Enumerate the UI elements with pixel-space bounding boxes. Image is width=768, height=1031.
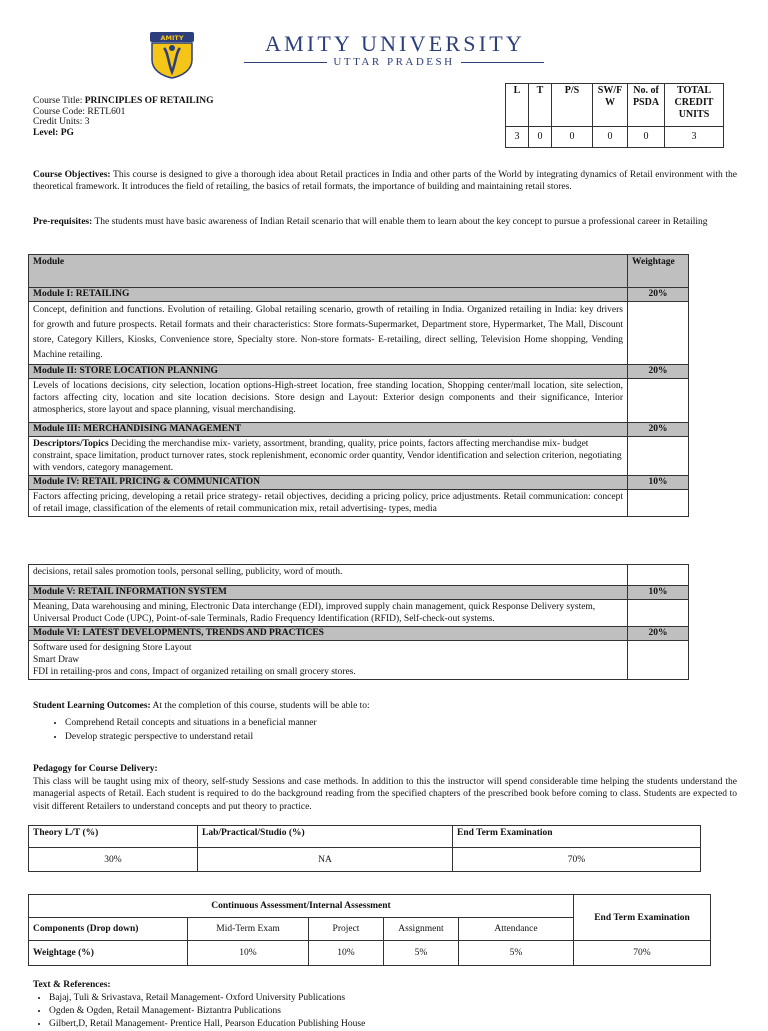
credit-header: SW/F W (593, 84, 628, 127)
module-content-row (29, 600, 689, 627)
module-continuation: decisions, retail sales promotion tools, personal selling, publicity, word of mouth. (29, 565, 628, 586)
ca-header-row (29, 895, 711, 918)
credit-value: 0 (552, 127, 593, 148)
components-label: Components (Drop down) (29, 918, 188, 941)
objectives-text: This course is designed to give a thorough idea about Retail practices in India and other parts of the World by integrating dynamics of Retail environment with the theoretical framework. It introduces the field of retailing, the basics of retail formats, the importance of building and maintaining retail stores. (33, 170, 737, 192)
credit-header: T (529, 84, 552, 127)
weightage-label: Weightage (%) (29, 941, 188, 966)
credit-value-row (506, 127, 724, 148)
university-campus (244, 56, 544, 68)
university-name: AMITY UNIVERSITY (265, 31, 525, 56)
module-weight: 20% (628, 627, 689, 641)
objectives-label: Course Objectives: (33, 170, 111, 180)
prerequisites-label: Pre-requisites: (33, 217, 93, 227)
ca-weightage-row (29, 941, 711, 966)
credit-value: 0 (593, 127, 628, 148)
ca-title: Continuous Assessment/Internal Assessment (29, 895, 574, 918)
module-weight: 20% (628, 365, 689, 379)
course-title-line (33, 96, 214, 107)
module-content-row (29, 437, 689, 476)
module-title: Module V: RETAIL INFORMATION SYSTEM (29, 586, 628, 600)
component-weight: 10% (309, 941, 384, 966)
course-code: Course Code: RETL601 (33, 106, 126, 117)
assessment-value-row (29, 848, 701, 872)
module-title: Module III: MERCHANDISING MANAGEMENT (29, 423, 628, 437)
module-content-row (29, 379, 689, 423)
module-weight: 10% (628, 476, 689, 490)
references-list (33, 992, 365, 1031)
outcomes-list (33, 717, 733, 744)
module-line: FDI in retailing-pros and cons, Impact of organized retailing on small grocery stores. (33, 667, 356, 677)
empty-cell (628, 437, 689, 476)
module-weight: 20% (628, 423, 689, 437)
university-crest-icon (146, 30, 198, 80)
component-weight: 5% (459, 941, 574, 966)
reference-item: • Gilbert,D, Retail Management- Prentice Hall, Pearson Education Publishing House (49, 1018, 365, 1031)
credit-table (505, 83, 724, 148)
module-title: Module I: RETAILING (29, 288, 628, 302)
module-title-row (29, 423, 689, 437)
amity-logo (146, 30, 198, 80)
credit-units: Credit Units: 3 (33, 117, 90, 127)
module-content: Meaning, Data warehousing and mining, Electronic Data interchange (EDI), improved supply chain management, quick Response Delivery system, Universal Product Code (UPC), Point-of-sale Terminals, Radio Frequency Identification (RFID), Self-check-out systems. (29, 600, 628, 627)
divider (461, 62, 544, 63)
course-level: Level: PG (33, 127, 74, 138)
prerequisites-text: The students must have basic awareness of Indian Retail scenario that will enable them to learn about the key concept to pursue a professional career in Retailing (92, 217, 708, 227)
module-content: Concept, definition and functions. Evolution of retailing. Global retailing scenario, growth of retailing in India. Organized retailing in India: key drivers for growth and future prospects. Retail formats and their characteristics: Store formats-Supermarket, Department store, Hypermarket, The Mall, Discount store, Category Killers, Kiosks, Convenience store, Specialty store. Non-store formats- E-retailing, direct selling, Television Home shopping, Vending Machine retailing. (29, 302, 628, 365)
course-title-label: Course Title: (33, 96, 83, 106)
outcome-item: • Comprehend Retail concepts and situations in a beneficial manner (65, 717, 733, 731)
assessment-header-row (29, 826, 701, 848)
empty-cell (628, 641, 689, 680)
module-content: Factors affecting pricing, developing a retail price strategy- retail objectives, deciding a pricing policy, price adjustments. Retail communication: concept of retail image, classification of the elements of retail communication mix, retail advertising- types, media (29, 490, 628, 517)
component-weight: 5% (384, 941, 459, 966)
credit-header: No. of PSDA (628, 84, 665, 127)
module-title: Module II: STORE LOCATION PLANNING (29, 365, 628, 379)
module-table-header (29, 255, 689, 288)
component: Assignment (384, 918, 459, 941)
credit-header: TOTAL CREDIT UNITS (665, 84, 724, 127)
empty-cell (628, 490, 689, 517)
module-weight: 10% (628, 586, 689, 600)
credit-value: 3 (665, 127, 724, 148)
module-title-row (29, 627, 689, 641)
assessment-header: Lab/Practical/Studio (%) (198, 826, 453, 848)
assessment-table (28, 825, 701, 872)
module-continuation-row (29, 565, 689, 586)
module-content (29, 641, 628, 680)
course-objectives (33, 170, 737, 193)
module-line: Software used for designing Store Layout (33, 643, 192, 653)
course-title: PRINCIPLES OF RETAILING (84, 96, 214, 106)
module-title-row (29, 476, 689, 490)
empty-cell (628, 302, 689, 365)
module-title-row (29, 288, 689, 302)
assessment-header: End Term Examination (453, 826, 701, 848)
outcomes-intro (33, 701, 733, 711)
module-table (28, 254, 689, 517)
end-term-weight: 70% (574, 941, 711, 966)
module-content-row (29, 302, 689, 365)
outcome-item: • Develop strategic perspective to understand retail (65, 731, 733, 745)
module-content: Levels of locations decisions, city selection, location options-High-street location, free standing location, Shopping center/mall location, site selection, factors affecting city, location and site location decisions. Store design and Layout: Exterior design components and their significance, Interior atmospherics, store layout and space planning, visual merchandising. (29, 379, 628, 423)
module-line: Smart Draw (33, 655, 80, 665)
weightage-col-header: Weightage (628, 255, 689, 288)
assessment-value: 30% (29, 848, 198, 872)
end-term-header: End Term Examination (574, 895, 711, 941)
component: Mid-Term Exam (188, 918, 309, 941)
continuous-assessment-table (28, 894, 711, 966)
prerequisites (33, 217, 737, 229)
reference-item: • Bajaj, Tuli & Srivastava, Retail Management- Oxford University Publications (49, 992, 365, 1005)
pedagogy (33, 763, 737, 813)
pedagogy-text: This class will be taught using mix of theory, self-study Sessions and case methods. In addition to this the instructor will spend considerable time helping the students understand the managerial aspects of Retail. Each student is required to do the background reading from the specified chapters of the prescribed book before coming to class. Students are expected to visit different Retailers to understand concepts and put theory to practice. (33, 776, 737, 812)
credit-value: 0 (628, 127, 665, 148)
module-content-text: Deciding the merchandise mix- variety, assortment, branding, quality, price points, factors affecting merchandise mix- budget constraint, space limitation, product turnover rates, stock replenishment, economic order quantity, Vendor identification and selection criterion, negotiating with vendors, category management. (33, 439, 622, 473)
module-content-row (29, 490, 689, 517)
module-title-row (29, 586, 689, 600)
reference-item: • Ogden & Ogden, Retail Management- Biztantra Publications (49, 1005, 365, 1018)
divider (244, 62, 327, 63)
module-col-header: Module (29, 255, 628, 288)
empty-cell (628, 565, 689, 586)
outcomes-label: Student Learning Outcomes: (33, 701, 151, 711)
references (33, 979, 365, 1031)
campus-label: UTTAR PRADESH (333, 56, 455, 68)
component: Project (309, 918, 384, 941)
module-title: Module VI: LATEST DEVELOPMENTS, TRENDS AND PRACTICES (29, 627, 628, 641)
empty-cell (628, 600, 689, 627)
references-label: Text & References: (33, 980, 111, 990)
credit-header-row (506, 84, 724, 127)
module-weight: 20% (628, 288, 689, 302)
learning-outcomes (33, 701, 733, 744)
outcomes-text: At the completion of this course, students will be able to: (150, 701, 370, 711)
module-content-row (29, 641, 689, 680)
pedagogy-label: Pedagogy for Course Delivery: (33, 764, 158, 774)
credit-value: 3 (506, 127, 529, 148)
component-weight: 10% (188, 941, 309, 966)
course-info (33, 96, 214, 138)
assessment-header: Theory L/T (%) (29, 826, 198, 848)
module-content (29, 437, 628, 476)
empty-cell (628, 379, 689, 423)
svg-text:AMITY: AMITY (160, 34, 184, 42)
module-table-continued (28, 564, 689, 680)
assessment-value: 70% (453, 848, 701, 872)
module-title-row (29, 365, 689, 379)
assessment-value: NA (198, 848, 453, 872)
credit-header: L (506, 84, 529, 127)
descriptors-label: Descriptors/Topics (33, 439, 109, 449)
component: Attendance (459, 918, 574, 941)
credit-header: P/S (552, 84, 593, 127)
module-title: Module IV: RETAIL PRICING & COMMUNICATION (29, 476, 628, 490)
credit-value: 0 (529, 127, 552, 148)
